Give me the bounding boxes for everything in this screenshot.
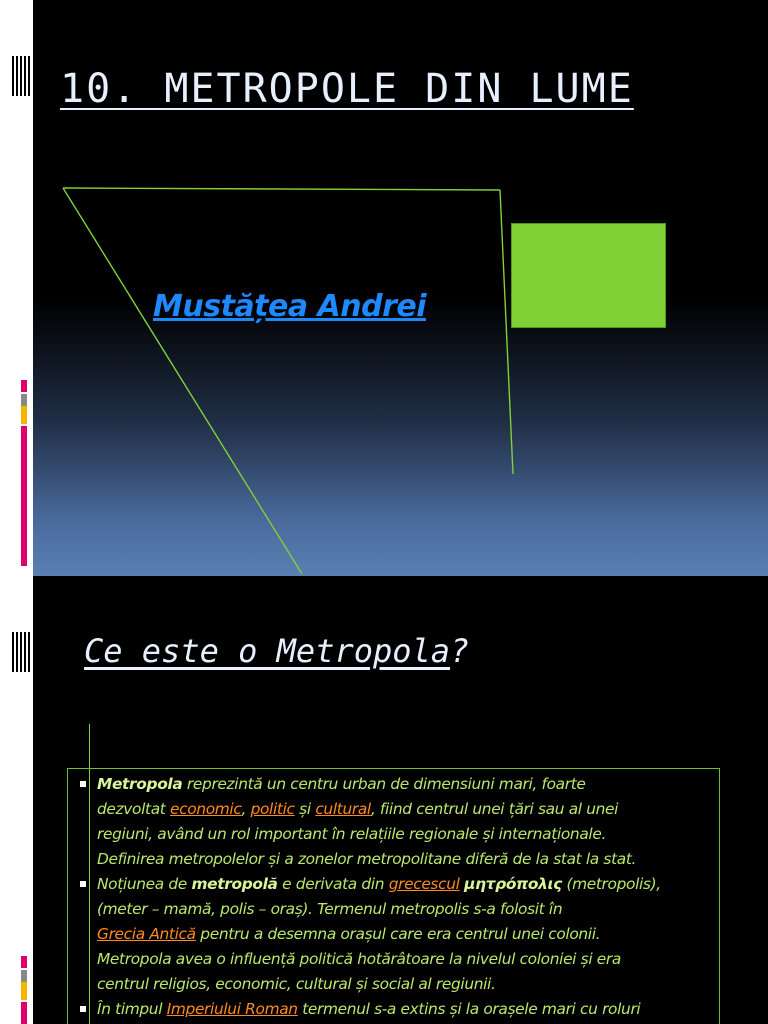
bullet-icon xyxy=(80,1006,86,1012)
p2-line-3 xyxy=(97,922,710,947)
link-grecia-antica[interactable]: Grecia Antică xyxy=(97,925,196,943)
p2-line-5: centrul religios, economic, cultural și social al regiunii. xyxy=(97,975,496,993)
link-cultural[interactable]: cultural xyxy=(315,800,371,818)
p1-line-2 xyxy=(97,797,710,822)
text: reprezintă un centru urban de dimensiuni mari, foarte xyxy=(182,775,586,793)
text: e derivata din xyxy=(277,875,389,893)
text: În timpul xyxy=(97,1000,167,1018)
bar-stripe-yellow-2 xyxy=(21,982,27,1000)
heading-main: Ce este o Metropola xyxy=(84,632,451,670)
left-decor-bar-2 xyxy=(0,576,33,1024)
paragraph-2 xyxy=(80,872,710,997)
text: termenul s-a extins și la orașele mari cu roluri xyxy=(297,1000,641,1018)
p1-line-3: regiuni, având un rol important în relațiile regionale și internaționale. xyxy=(97,825,607,843)
term-metropola: Metropola xyxy=(97,775,183,793)
p2-line-2: (meter – mamă, polis – oraș). Termenul metropolis s-a folosit în xyxy=(97,900,563,918)
paragraph-3 xyxy=(80,997,710,1022)
term-metropola-2: metropolă xyxy=(191,875,278,893)
text: (metropolis), xyxy=(561,875,661,893)
decor-line-top xyxy=(63,188,500,190)
link-politic[interactable]: politic xyxy=(250,800,295,818)
link-imperiul-roman[interactable]: Imperiului Roman xyxy=(166,1000,298,1018)
content-slide xyxy=(0,576,768,1024)
green-rectangle xyxy=(511,223,666,328)
slide-title: 10. METROPOLE DIN LUME xyxy=(60,66,634,112)
p1-line-1 xyxy=(97,772,710,797)
p2-line-1 xyxy=(97,872,710,897)
heading-question-mark: ? xyxy=(450,632,470,670)
greek-term: μητρόπολις xyxy=(464,875,562,893)
text: pentru a desemna orașul care era centrul unei colonii. xyxy=(195,925,601,943)
decor-line-diagonal xyxy=(63,188,302,574)
p2-line-4: Metropola avea o influență politică hotărâtoare la nivelul coloniei și era xyxy=(97,950,621,968)
author-link[interactable]: Mustățea Andrei xyxy=(153,289,427,324)
link-grecescul[interactable]: grecescul xyxy=(388,875,460,893)
p1-line-4: Definirea metropolelor și a zonelor metropolitane diferă de la stat la stat. xyxy=(97,850,637,868)
p3-line-1 xyxy=(97,997,710,1022)
text: , fiind centrul unei țări sau al unei xyxy=(370,800,619,818)
paragraph-1 xyxy=(80,772,710,872)
bullet-icon xyxy=(80,881,86,887)
bar-stripe-pink-2 xyxy=(21,956,27,968)
text: dezvoltat xyxy=(97,800,171,818)
bar-stripe-gray-2 xyxy=(21,970,27,982)
slide2-heading xyxy=(84,632,469,670)
bullet-icon xyxy=(80,781,86,787)
bar-ticks-2 xyxy=(12,632,32,672)
text: și xyxy=(294,800,316,818)
bar-stripe-pink-long-2 xyxy=(21,1002,27,1024)
link-economic[interactable]: economic xyxy=(170,800,242,818)
content-body xyxy=(80,772,710,1022)
text: , xyxy=(241,800,251,818)
text: Noțiunea de xyxy=(97,875,192,893)
